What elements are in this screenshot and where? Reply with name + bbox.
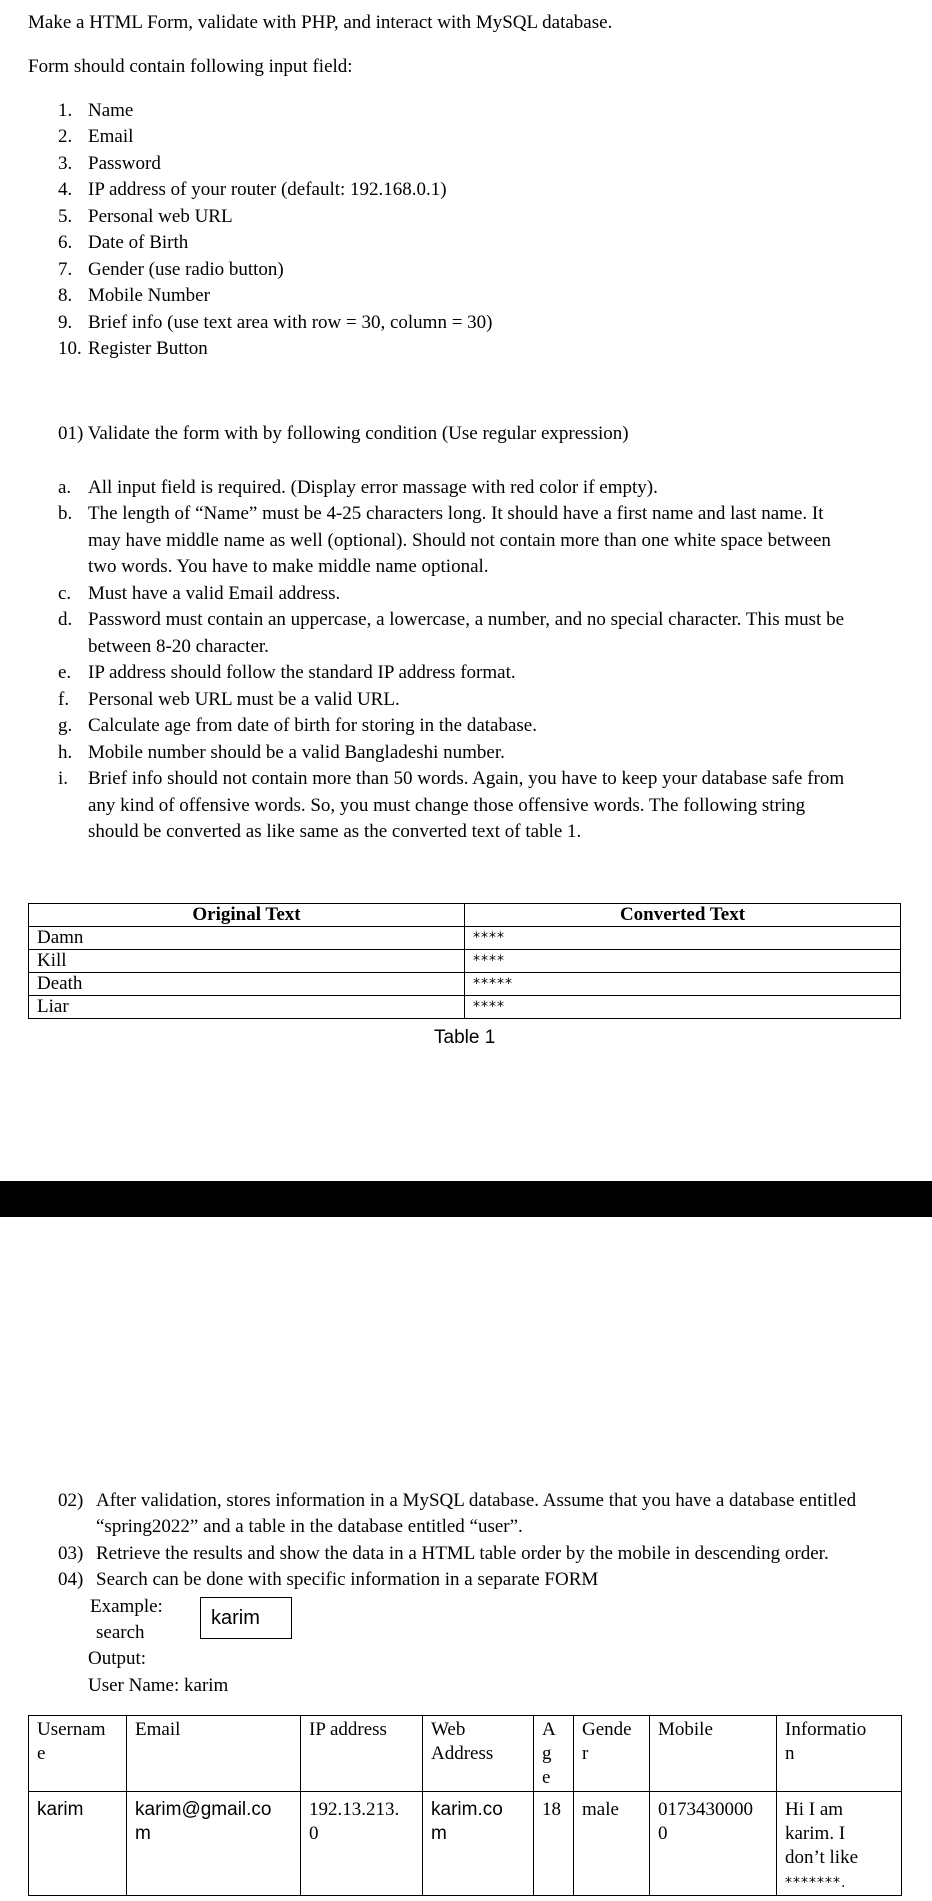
validation-letter: b. [58, 503, 73, 524]
field-label: Password [88, 153, 161, 174]
validation-text: Brief info should not contain more than 50 words. Again, you have to keep your database safe from [88, 768, 845, 789]
web-address-value: karim.co m [431, 1799, 503, 1844]
search-label: search [96, 1622, 145, 1643]
field-label: Email [88, 126, 134, 147]
validation-text: between 8-20 character. [88, 636, 269, 657]
original-text-cell: Death [29, 973, 465, 996]
field-number: 2. [58, 126, 73, 147]
age-cell: 18 [534, 1792, 574, 1896]
original-text-cell: Damn [29, 927, 465, 950]
gender-cell: male [574, 1792, 650, 1896]
field-label: Register Button [88, 338, 208, 359]
field-number: 6. [58, 232, 73, 253]
validation-text: may have middle name as well (optional). Should not contain more than one white space between [88, 530, 831, 551]
field-number: 10. [58, 338, 82, 359]
column-header: Web Address [423, 1716, 534, 1792]
form-heading: Form should contain following input field: [28, 56, 353, 77]
field-label: Gender (use radio button) [88, 259, 284, 280]
column-header: Informatio n [777, 1716, 902, 1792]
field-number: 1. [58, 100, 73, 121]
example-label: Example: [90, 1596, 163, 1617]
validation-letter: g. [58, 715, 73, 736]
field-number: 4. [58, 179, 73, 200]
converted-text-cell: ***** [465, 973, 901, 996]
column-header: Mobile [650, 1716, 777, 1792]
information-censored: *******. [785, 1874, 847, 1891]
username-cell: karim [29, 1792, 127, 1896]
validation-letter: d. [58, 609, 73, 630]
field-number: 8. [58, 285, 73, 306]
task-number: 04) [58, 1569, 84, 1590]
validation-text: The length of “Name” must be 4-25 characters long. It should have a first name and last name. It [88, 503, 824, 524]
field-number: 5. [58, 206, 73, 227]
conversion-table-header [29, 904, 901, 927]
validation-letter: a. [58, 477, 72, 498]
task-text: “spring2022” and a table in the database entitled “user”. [96, 1516, 523, 1537]
task-number: 03) [58, 1543, 84, 1564]
converted-text-cell: **** [465, 996, 901, 1019]
table-row [29, 927, 901, 950]
column-header: Converted Text [465, 904, 901, 927]
user-name-line: User Name: karim [88, 1675, 229, 1696]
field-number: 9. [58, 312, 73, 333]
validation-text: Must have a valid Email address. [88, 583, 341, 604]
field-label: Brief info (use text area with row = 30, column = 30) [88, 312, 493, 333]
question-01: 01) Validate the form with by following condition (Use regular expression) [58, 423, 629, 444]
field-label: Name [88, 100, 134, 121]
validation-text: should be converted as like same as the converted text of table 1. [88, 821, 582, 842]
validation-text: any kind of offensive words. So, you must change those offensive words. The following string [88, 795, 806, 816]
web-address-cell [423, 1792, 534, 1896]
field-label: IP address of your router (default: 192.168.0.1) [88, 179, 447, 200]
field-number: 7. [58, 259, 73, 280]
information-text: Hi I am karim. I don’t like [785, 1799, 859, 1868]
validation-letter: c. [58, 583, 72, 604]
output-label: Output: [88, 1648, 147, 1669]
task-number: 02) [58, 1490, 84, 1511]
validation-text: Calculate age from date of birth for storing in the database. [88, 715, 537, 736]
column-header: Original Text [29, 904, 465, 927]
field-label: Personal web URL [88, 206, 233, 227]
users-table-header [29, 1716, 902, 1792]
task-text: Search can be done with specific information in a separate FORM [96, 1569, 599, 1590]
validation-text: Personal web URL must be a valid URL. [88, 689, 400, 710]
email-cell [127, 1792, 301, 1896]
ip-cell: 192.13.213. 0 [301, 1792, 423, 1896]
task-text: After validation, stores information in a MySQL database. Assume that you have a database entitled [96, 1490, 857, 1511]
validation-letter: h. [58, 742, 73, 763]
validation-text: two words. You have to make middle name optional. [88, 556, 489, 577]
column-header: Usernam e [29, 1716, 127, 1792]
original-text-cell: Liar [29, 996, 465, 1019]
converted-text-cell: **** [465, 927, 901, 950]
table-row [29, 950, 901, 973]
field-label: Date of Birth [88, 232, 189, 253]
conversion-table [28, 903, 901, 1019]
search-input[interactable]: karim [200, 1597, 292, 1639]
table-row [29, 996, 901, 1019]
table-caption: Table 1 [434, 1027, 496, 1048]
validation-letter: e. [58, 662, 72, 683]
intro-text: Make a HTML Form, validate with PHP, and interact with MySQL database. [28, 12, 613, 33]
column-header: IP address [301, 1716, 423, 1792]
mobile-cell: 0173430000 0 [650, 1792, 777, 1896]
page-divider-bar [0, 1181, 932, 1217]
task-text: Retrieve the results and show the data in a HTML table order by the mobile in descending order. [96, 1543, 829, 1564]
validation-letter: i. [58, 768, 69, 789]
original-text-cell: Kill [29, 950, 465, 973]
table-row [29, 973, 901, 996]
users-table [28, 1715, 902, 1896]
field-number: 3. [58, 153, 73, 174]
table-row [29, 1792, 902, 1896]
validation-text: All input field is required. (Display error massage with red color if empty). [88, 477, 658, 498]
column-header: Gende r [574, 1716, 650, 1792]
validation-letter: f. [58, 689, 70, 710]
validation-text: Mobile number should be a valid Bangladeshi number. [88, 742, 505, 763]
email-value: karim@gmail.co m [135, 1799, 272, 1844]
validation-text: IP address should follow the standard IP address format. [88, 662, 516, 683]
converted-text-cell: **** [465, 950, 901, 973]
validation-text: Password must contain an uppercase, a lowercase, a number, and no special character. This must be [88, 609, 845, 630]
information-cell [777, 1792, 902, 1896]
column-header: Email [127, 1716, 301, 1792]
field-label: Mobile Number [88, 285, 210, 306]
column-header: Ag e [534, 1716, 574, 1792]
